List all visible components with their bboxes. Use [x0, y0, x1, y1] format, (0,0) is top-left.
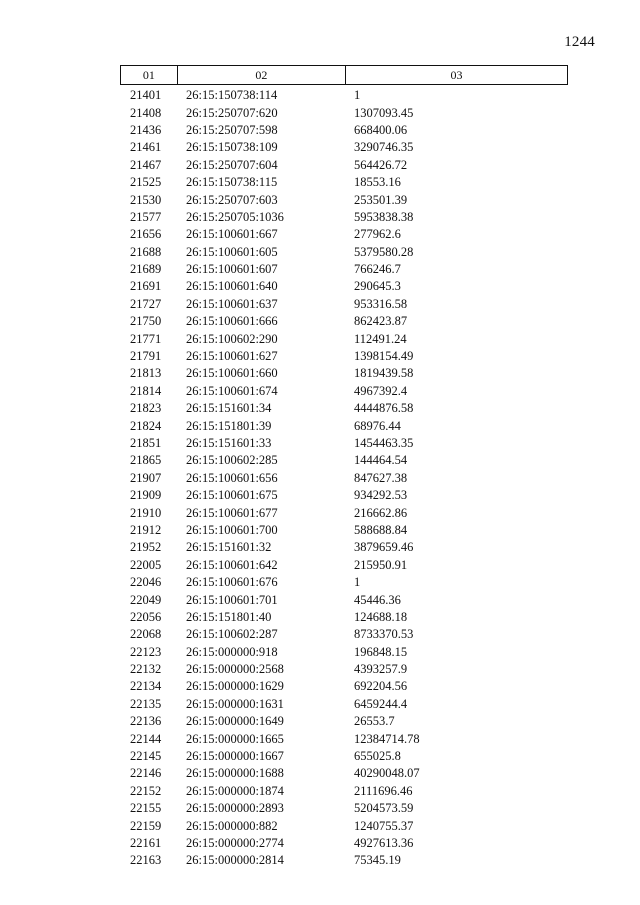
cell-03: 18553.16	[354, 175, 401, 190]
cell-01: 22155	[130, 801, 162, 816]
cell-03: 5379580.28	[354, 244, 414, 259]
cell-01: 21401	[130, 88, 162, 103]
cell-02: 26:15:100601:627	[186, 349, 278, 364]
cell-03: 75345.19	[354, 853, 401, 868]
cell-01: 22144	[130, 731, 162, 746]
cell-02: 26:15:100602:285	[186, 453, 278, 468]
cell-01: 21824	[130, 418, 162, 433]
table-row	[120, 591, 568, 608]
cell-03: 4444876.58	[354, 401, 414, 416]
cell-01: 22005	[130, 557, 162, 572]
cell-02: 26:15:000000:1874	[186, 783, 284, 798]
cell-03: 5953838.38	[354, 209, 414, 224]
table-row	[120, 313, 568, 330]
table-row	[120, 122, 568, 139]
cell-03: 215950.91	[354, 557, 408, 572]
cell-01: 22134	[130, 679, 162, 694]
cell-02: 26:15:150738:109	[186, 140, 278, 155]
cell-02: 26:15:100601:637	[186, 296, 278, 311]
cell-01: 21691	[130, 279, 162, 294]
cell-02: 26:15:100601:666	[186, 314, 278, 329]
cell-01: 21952	[130, 540, 162, 555]
cell-01: 21525	[130, 175, 162, 190]
cell-02: 26:15:000000:1649	[186, 714, 284, 729]
table-row	[120, 261, 568, 278]
cell-02: 26:15:250707:603	[186, 192, 278, 207]
cell-01: 21909	[130, 488, 162, 503]
column-header-02: 02	[178, 66, 346, 84]
cell-01: 22145	[130, 749, 162, 764]
cell-01: 22068	[130, 627, 162, 642]
cell-02: 26:15:100601:701	[186, 592, 278, 607]
cell-02: 26:15:100601:676	[186, 575, 278, 590]
table-row	[120, 522, 568, 539]
cell-01: 22132	[130, 662, 162, 677]
table-row	[120, 104, 568, 121]
table-row	[120, 487, 568, 504]
cell-03: 3879659.46	[354, 540, 414, 555]
cell-03: 216662.86	[354, 505, 408, 520]
cell-01: 21727	[130, 296, 162, 311]
cell-02: 26:15:250705:1036	[186, 209, 284, 224]
cell-01: 22159	[130, 818, 162, 833]
cell-02: 26:15:000000:1667	[186, 749, 284, 764]
cell-02: 26:15:100602:287	[186, 627, 278, 642]
table-row	[120, 800, 568, 817]
cell-01: 21771	[130, 331, 162, 346]
cell-01: 22056	[130, 609, 162, 624]
cell-03: 112491.24	[354, 331, 407, 346]
cell-01: 21656	[130, 227, 162, 242]
cell-03: 655025.8	[354, 749, 401, 764]
cell-02: 26:15:000000:2893	[186, 801, 284, 816]
cell-01: 21467	[130, 157, 162, 172]
cell-03: 934292.53	[354, 488, 408, 503]
cell-03: 68976.44	[354, 418, 401, 433]
cell-02: 26:15:100601:660	[186, 366, 278, 381]
cell-01: 22046	[130, 575, 162, 590]
cell-03: 588688.84	[354, 522, 408, 537]
cell-01: 21577	[130, 209, 162, 224]
cell-01: 22136	[130, 714, 162, 729]
table-body	[120, 87, 568, 870]
cell-02: 26:15:100601:667	[186, 227, 278, 242]
cell-02: 26:15:100601:700	[186, 522, 278, 537]
cell-02: 26:15:100601:640	[186, 279, 278, 294]
table-row	[120, 209, 568, 226]
data-table	[120, 65, 568, 870]
cell-03: 1307093.45	[354, 105, 414, 120]
cell-02: 26:15:000000:882	[186, 818, 278, 833]
table-row	[120, 557, 568, 574]
cell-02: 26:15:100601:674	[186, 383, 278, 398]
cell-03: 8733370.53	[354, 627, 414, 642]
cell-01: 22163	[130, 853, 162, 868]
cell-03: 277962.6	[354, 227, 401, 242]
cell-01: 21688	[130, 244, 162, 259]
page-number: 1244	[564, 34, 595, 50]
table-header-row	[120, 65, 568, 85]
cell-02: 26:15:000000:2774	[186, 835, 284, 850]
cell-02: 26:15:000000:1665	[186, 731, 284, 746]
cell-03: 862423.87	[354, 314, 408, 329]
cell-02: 26:15:100601:656	[186, 470, 278, 485]
cell-01: 21689	[130, 262, 162, 277]
table-row	[120, 383, 568, 400]
table-row	[120, 730, 568, 747]
cell-02: 26:15:150738:114	[186, 88, 278, 103]
cell-03: 6459244.4	[354, 696, 408, 711]
cell-03: 144464.54	[354, 453, 408, 468]
cell-01: 21814	[130, 383, 162, 398]
table-row	[120, 748, 568, 765]
cell-01: 22123	[130, 644, 162, 659]
cell-03: 4393257.9	[354, 662, 408, 677]
cell-03: 26553.7	[354, 714, 395, 729]
cell-01: 22049	[130, 592, 162, 607]
cell-02: 26:15:000000:2568	[186, 662, 284, 677]
cell-02: 26:15:151801:39	[186, 418, 272, 433]
cell-03: 1398154.49	[354, 349, 414, 364]
table-row	[120, 139, 568, 156]
table-row	[120, 330, 568, 347]
table-row	[120, 504, 568, 521]
table-row	[120, 835, 568, 852]
cell-03: 1454463.35	[354, 436, 414, 450]
cell-01: 22135	[130, 696, 162, 711]
table-row	[120, 226, 568, 243]
cell-03: 953316.58	[354, 296, 408, 311]
cell-03: 1819439.58	[354, 366, 414, 381]
cell-03: 668400.06	[354, 122, 408, 137]
table-row	[120, 470, 568, 487]
table-row	[120, 713, 568, 730]
cell-02: 26:15:151801:40	[186, 609, 272, 624]
table-row	[120, 452, 568, 469]
cell-01: 21907	[130, 470, 162, 485]
table-row	[120, 244, 568, 261]
cell-03: 766246.7	[354, 262, 401, 277]
cell-01: 21865	[130, 453, 162, 468]
table-row	[120, 783, 568, 800]
cell-01: 21823	[130, 401, 162, 416]
cell-02: 26:15:250707:604	[186, 157, 278, 172]
cell-01: 21461	[130, 140, 162, 155]
cell-03: 1240755.37	[354, 818, 414, 833]
cell-02: 26:15:000000:918	[186, 644, 278, 659]
table-row	[120, 644, 568, 661]
cell-03: 5204573.59	[354, 801, 414, 816]
cell-01: 21813	[130, 366, 162, 381]
table-row	[120, 661, 568, 678]
column-header-03: 03	[450, 68, 463, 82]
cell-01: 22152	[130, 783, 162, 798]
cell-03: 1	[354, 575, 361, 590]
cell-03: 253501.39	[354, 192, 408, 207]
cell-01: 22146	[130, 766, 162, 781]
cell-03: 564426.72	[354, 157, 408, 172]
table-row	[120, 574, 568, 591]
cell-01: 21530	[130, 192, 162, 207]
cell-02: 26:15:250707:620	[186, 105, 278, 120]
cell-02: 26:15:000000:1631	[186, 696, 284, 711]
cell-03: 2111696.46	[354, 783, 413, 798]
cell-03: 196848.15	[354, 644, 408, 659]
cell-02: 26:15:100601:675	[186, 488, 278, 503]
table-row	[120, 435, 568, 452]
cell-01: 21791	[130, 349, 162, 364]
cell-02: 26:15:100601:607	[186, 262, 278, 277]
cell-03: 290645.3	[354, 279, 401, 294]
table-row	[120, 296, 568, 313]
table-row	[120, 765, 568, 782]
table-row	[120, 191, 568, 208]
cell-02: 26:15:000000:1629	[186, 679, 284, 694]
table-row	[120, 678, 568, 695]
cell-01: 22161	[130, 835, 162, 850]
cell-02: 26:15:151601:33	[186, 436, 272, 450]
cell-01: 21851	[130, 436, 162, 450]
cell-02: 26:15:151601:32	[186, 540, 272, 555]
cell-03: 4967392.4	[354, 383, 408, 398]
cell-03: 124688.18	[354, 609, 408, 624]
table-row	[120, 696, 568, 713]
table-row	[120, 365, 568, 382]
column-header-01: 01	[121, 66, 178, 84]
cell-03: 12384714.78	[354, 731, 420, 746]
table-row	[120, 278, 568, 295]
cell-02: 26:15:100602:290	[186, 331, 278, 346]
cell-02: 26:15:100601:642	[186, 557, 278, 572]
cell-02: 26:15:150738:115	[186, 175, 278, 190]
table-row	[120, 609, 568, 626]
table-row	[120, 174, 568, 191]
table-row	[120, 417, 568, 434]
table-row	[120, 539, 568, 556]
cell-03: 1	[354, 88, 361, 103]
table-row	[120, 87, 568, 104]
table-row	[120, 400, 568, 417]
cell-01: 21750	[130, 314, 162, 329]
cell-01: 21910	[130, 505, 162, 520]
cell-02: 26:15:100601:605	[186, 244, 278, 259]
cell-01: 21912	[130, 522, 162, 537]
table-row	[120, 852, 568, 869]
cell-03: 45446.36	[354, 592, 401, 607]
cell-02: 26:15:151601:34	[186, 401, 272, 416]
cell-01: 21408	[130, 105, 162, 120]
cell-03: 3290746.35	[354, 140, 414, 155]
table-row	[120, 817, 568, 834]
cell-01: 21436	[130, 122, 162, 137]
cell-02: 26:15:100601:677	[186, 505, 278, 520]
cell-02: 26:15:000000:1688	[186, 766, 284, 781]
cell-03: 4927613.36	[354, 835, 414, 850]
cell-02: 26:15:000000:2814	[186, 853, 284, 868]
cell-03: 692204.56	[354, 679, 408, 694]
table-row	[120, 348, 568, 365]
cell-03: 847627.38	[354, 470, 408, 485]
table-row	[120, 157, 568, 174]
cell-02: 26:15:250707:598	[186, 122, 278, 137]
cell-03: 40290048.07	[354, 766, 420, 781]
table-row	[120, 626, 568, 643]
